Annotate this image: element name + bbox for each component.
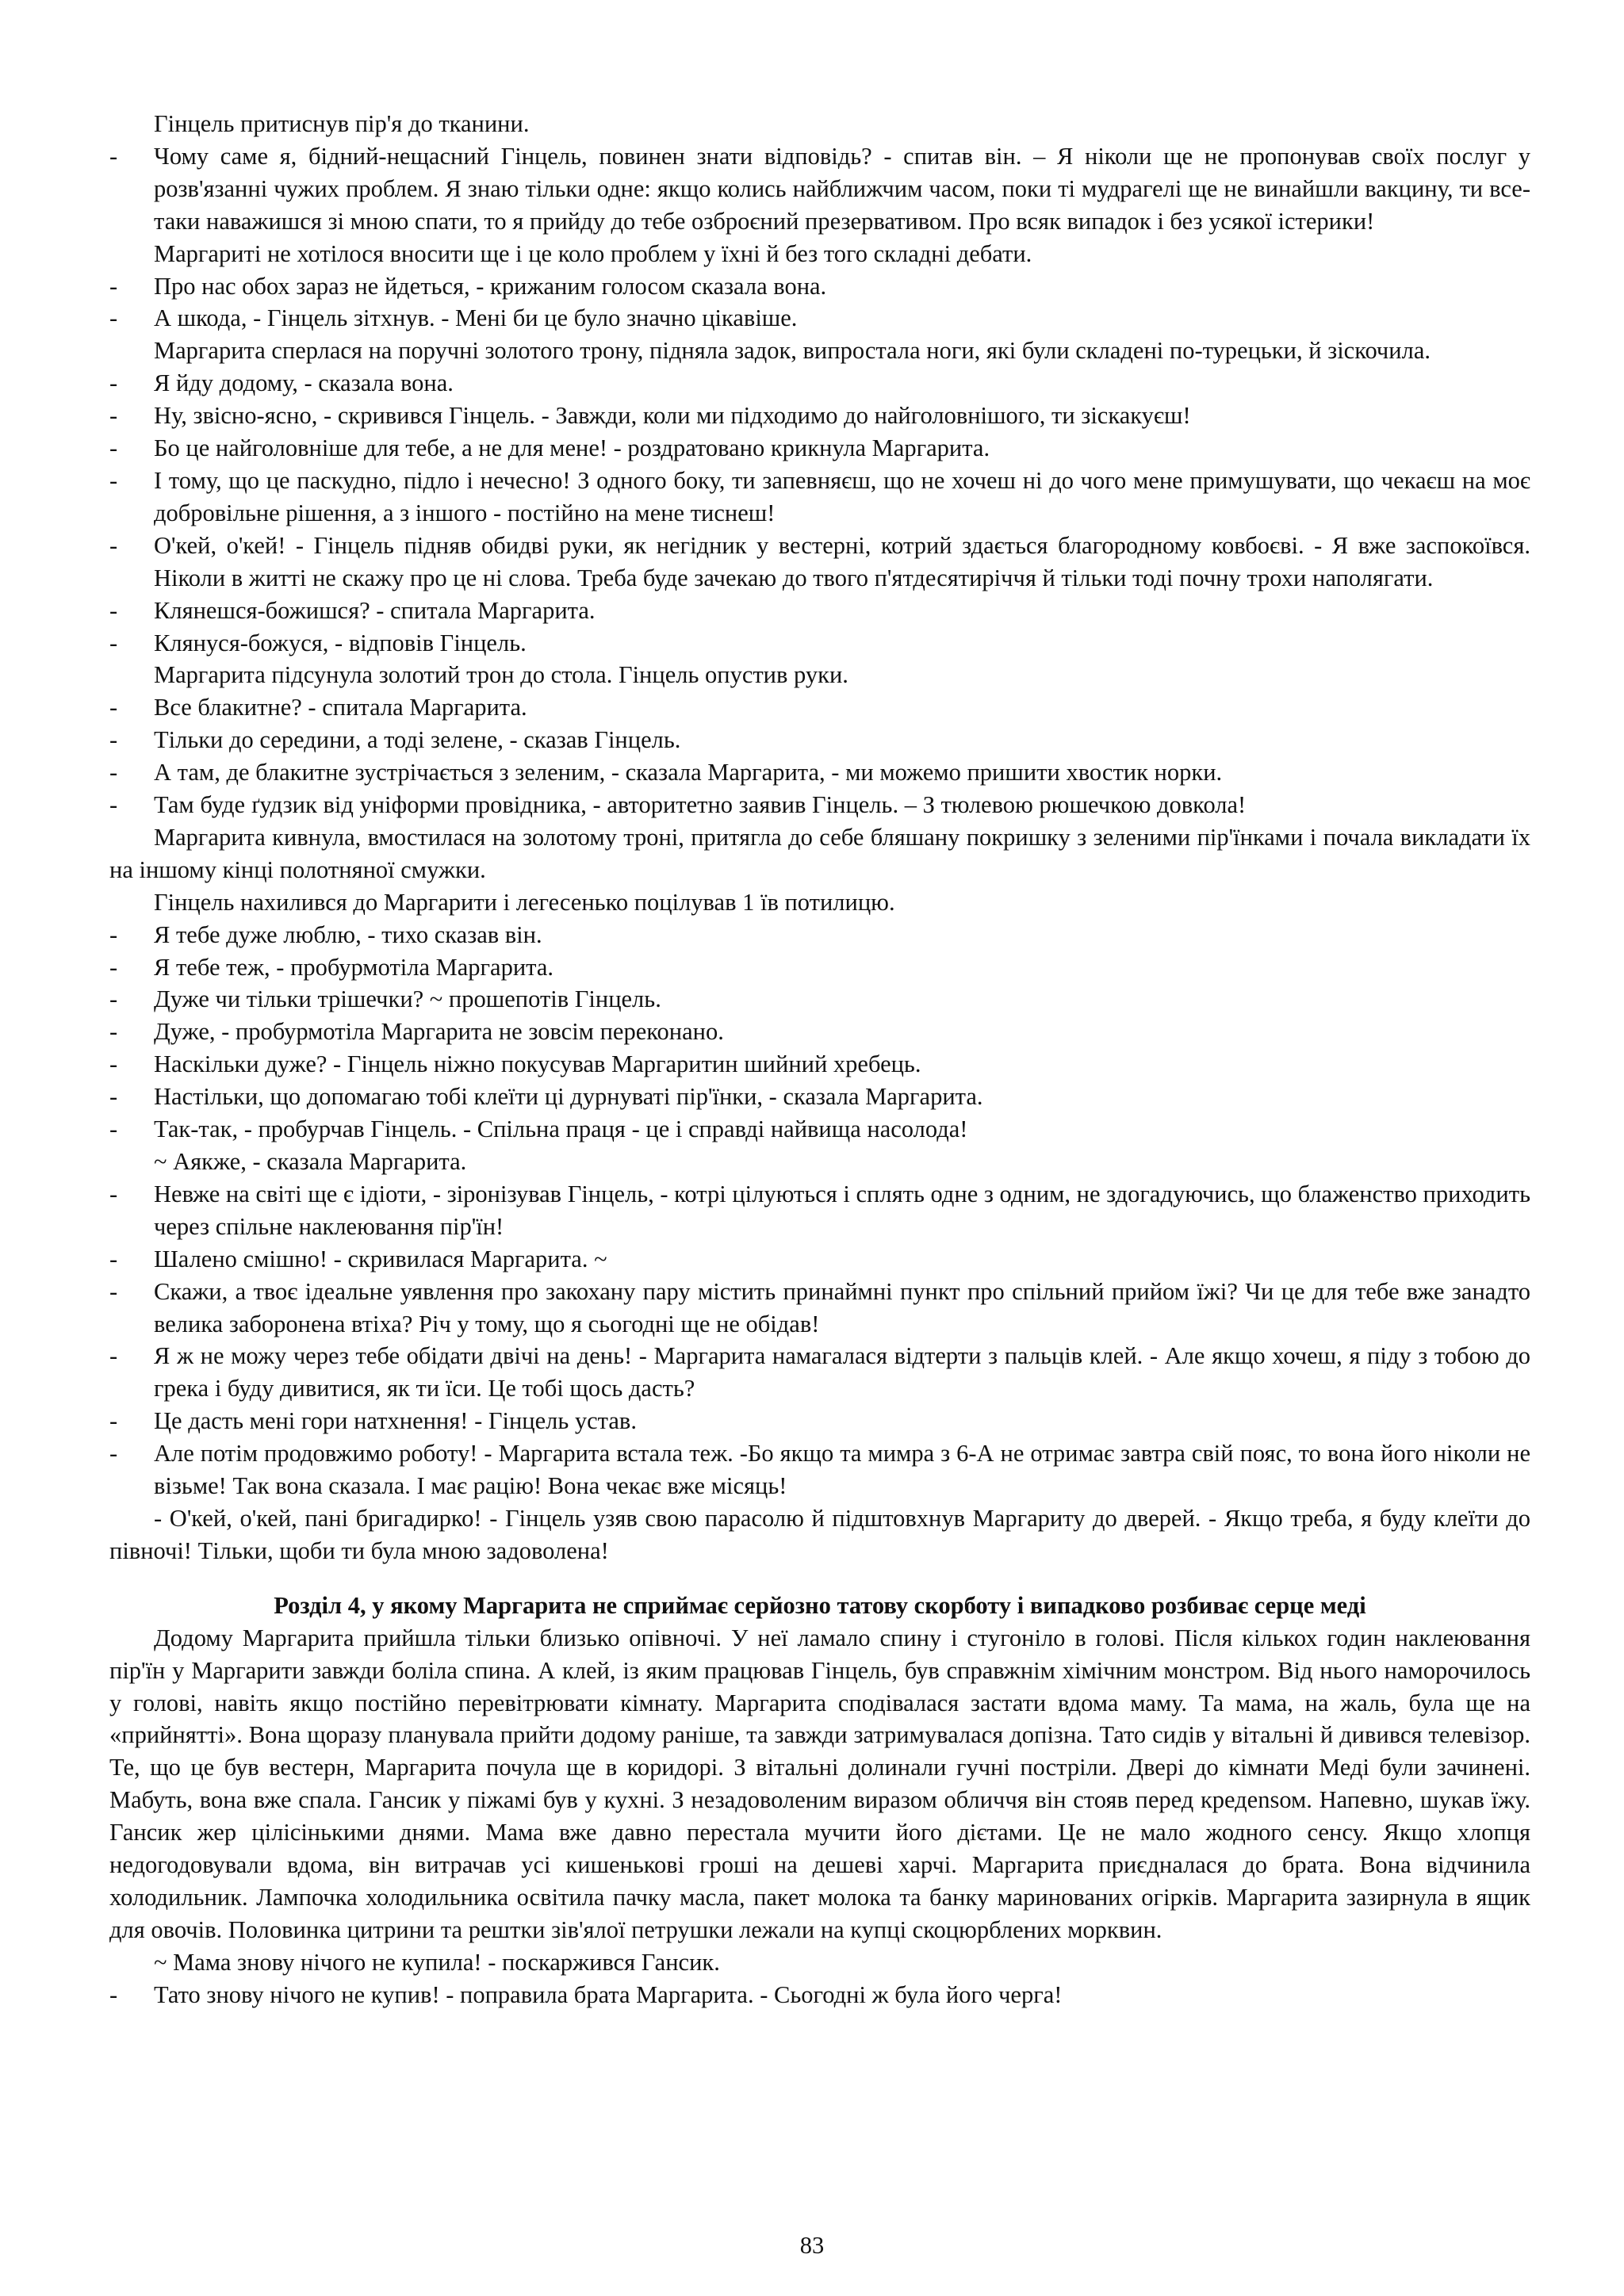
dialogue-text: А там, де блакитне зустрічається з зеленим, - сказала Маргарита, - ми можемо пришити хвостик норки.	[154, 759, 1223, 786]
dialogue-text: Бо це найголовніше для тебе, а не для мене! - роздратовано крикнула Маргарита.	[154, 434, 990, 462]
dialogue-line	[109, 724, 1530, 756]
paragraph: Гінцель притиснув пір'я до тканини.	[154, 110, 530, 137]
dialogue-line	[109, 1016, 1530, 1048]
dialogue-dash: -	[109, 1115, 118, 1143]
dialogue-text: Ну, звісно-ясно, - скривився Гінцель. - Завжди, коли ми підходимо до найголовнішого, ти зіскакуєш!	[154, 402, 1191, 430]
dialogue-dash: -	[109, 791, 118, 819]
dialogue-line	[109, 1405, 1530, 1437]
dialogue-line	[109, 367, 1530, 400]
dialogue-text: І тому, що це паскудно, підло і нечесно! З одного боку, ти запевняєш, що не хочеш ні до чого мене примушувати, що чекаєш на моє добровільне рішення, а з іншого - постійно на мене тиснеш!	[154, 466, 1530, 526]
dialogue-text: Я тебе теж, - пробурмотіла Маргарита.	[154, 953, 554, 981]
dialogue-line	[109, 1340, 1530, 1405]
dialogue-line	[109, 432, 1530, 465]
dialogue-dash: -	[109, 369, 118, 397]
dialogue-text: О'кей, о'кей! - Гінцель підняв обидві руки, як негідник у вестерні, котрий здається благородному ковбоєві. - Я вже заспокоївся. Ніколи в житті не скажу про це ні слова. Треба буде зачекаю до твого п'ятдесятиріччя й тільки тоді почну трохи наполягати.	[154, 531, 1530, 591]
paragraph: - О'кей, о'кей, пані бригадирко! - Гінцель узяв свою парасолю й підштовхнув Маргариту до дверей. - Якщо треба, я буду клеїти до півночі! Тільки, щоби ти була мною задоволена!	[109, 1504, 1530, 1564]
dialogue-line	[109, 1081, 1530, 1113]
dialogue-dash: -	[109, 304, 118, 332]
dialogue-line	[109, 1113, 1530, 1146]
dialogue-line	[109, 1276, 1530, 1341]
dialogue-dash: -	[109, 402, 118, 430]
dialogue-dash: -	[109, 920, 118, 948]
dialogue-dash: -	[109, 596, 118, 624]
paragraph: Додому Маргарита прийшла тільки близько опівночі. У неї ламало спину і стугоніло в голові. Після кількох годин наклеювання пір'їн у Маргарити завжди боліла спина. А клей, із яким працював Гінцель, був справжнім хімічним монстром. Від нього наморочилось у голові, навіть якщо постійно перевітрювати кімнату. Маргарита сподівалася застати вдома маму. Та мама, на жаль, була ще на «прийнятті». Вона щоразу планувала прийти додому раніше, та завжди затримувалася допізна. Тато сидів у вітальні й дивився телевізор. Те, що це був вестерн, Маргарита почула ще в коридорі. З вітальні долинали гучні постріли. Двері до кімнати Меді були зачинені. Мабуть, вона вже спала. Гансик у піжамі був у кухні. З незадоволеним виразом обличчя він стояв перед кредensом. Напевно, шукав їжу. Гансик жер цілісінькими днями. Мама вже давно перестала мучити його дієтами. Це не мало жодного сенсу. Якщо хлопця недогодовували вдома, він витрачав усі кишенькові гроші на дешеві харчі. Маргарита приєдналася до брата. Вона відчинила холодильник. Лампочка холодильника освітила пачку масла, пакет молока та банку маринованих огірків. Маргарита зазирнула в ящик для овочів. Половинка цитрини та рештки зів'ялої петрушки лежали на купці скоцюрблених морквин.	[109, 1624, 1530, 1943]
dialogue-dash: -	[109, 1018, 118, 1046]
dialogue-dash: -	[109, 531, 118, 559]
dialogue-line	[109, 627, 1530, 660]
dialogue-text: Це дасть мені гори натхнення! - Гінцель устав.	[154, 1407, 637, 1435]
dialogue-line	[109, 595, 1530, 627]
paragraph: Маргарита підсунула золотий трон до стола. Гінцель опустив руки.	[154, 661, 848, 689]
dialogue-line	[109, 530, 1530, 595]
dialogue-text: Настільки, що допомагаю тобі клеїти ці дурнуваті пір'їнки, - сказала Маргарита.	[154, 1083, 983, 1111]
dialogue-text: Про нас обох зараз не йдеться, - крижаним голосом сказала вона.	[154, 272, 827, 300]
dialogue-dash: -	[109, 1980, 118, 2008]
dialogue-dash: -	[109, 694, 118, 721]
dialogue-line	[109, 1178, 1530, 1243]
dialogue-line	[109, 691, 1530, 724]
dialogue-line	[109, 270, 1530, 303]
dialogue-dash: -	[109, 953, 118, 981]
dialogue-dash: -	[109, 272, 118, 300]
dialogue-text: Дуже чи тільки трішечки? ~ прошепотів Гінцель.	[154, 985, 661, 1013]
dialogue-line	[109, 983, 1530, 1016]
dialogue-line	[109, 1243, 1530, 1276]
dialogue-text: Тільки до середини, а тоді зелене, - сказав Гінцель.	[154, 726, 681, 754]
dialogue-text: Так-так, - пробурчав Гінцель. - Спільна праця - це і справді найвища насолода!	[154, 1115, 968, 1143]
dialogue-text: Тато знову нічого не купив! - поправила брата Маргарита. - Сьогодні ж була його черга!	[154, 1980, 1063, 2008]
dialogue-text: Скажи, а твоє ідеальне уявлення про закохану пару містить принаймні пункт про спільний прийом їжі? Чи це для тебе вже занадто велика заборонена втіха? Річ у тому, що я сьогодні ще не обідав!	[154, 1277, 1530, 1337]
dialogue-text: Я ж не можу через тебе обідати двічі на день! - Маргарита намагалася відтерти з пальців клей. - Але якщо хочеш, я піду з тобою до грека і буду дивитися, як ти їси. Це тобі щось дасть?	[154, 1342, 1530, 1402]
dialogue-dash: -	[109, 1050, 118, 1078]
dialogue-line	[109, 302, 1530, 335]
dialogue-line	[109, 1437, 1530, 1502]
dialogue-text: А шкода, - Гінцель зітхнув. - Мені би це було значно цікавіше.	[154, 304, 798, 332]
dialogue-text: Клянуся-божуся, - відповів Гінцель.	[154, 629, 527, 656]
dialogue-dash: -	[109, 1407, 118, 1435]
dialogue-dash: -	[109, 434, 118, 462]
dialogue-text: Дуже, - пробурмотіла Маргарита не зовсім переконано.	[154, 1018, 724, 1046]
paragraph: Маргариті не хотілося вносити ще і це коло проблем у їхні й без того складні дебати.	[154, 239, 1032, 267]
dialogue-text: Чому саме я, бідний-нещасний Гінцель, повинен знати відповідь? - спитав він. – Я ніколи ще не пропонував своїх послуг у розв'язанні чужих проблем. Я знаю тільки одне: якщо колись найближчим часом, поки ті мудрагелі ще не винайшли вакцину, ти все-таки наважишся зі мною спати, то я прийду до тебе озброєний презервативом. Про всяк випадок і без усякої істерики!	[154, 142, 1530, 235]
dialogue-line	[109, 919, 1530, 951]
dialogue-line	[109, 1048, 1530, 1081]
dialogue-dash: -	[109, 142, 118, 170]
dialogue-line	[109, 756, 1530, 789]
dialogue-text: Наскільки дуже? - Гінцель ніжно покусував Маргаритин шийний хребець.	[154, 1050, 921, 1078]
paragraph: ~ Аякже, - сказала Маргарита.	[154, 1148, 467, 1175]
dialogue-line	[109, 400, 1530, 432]
dialogue-text: Все блакитне? - спитала Маргарита.	[154, 694, 527, 721]
dialogue-text: Я йду додому, - сказала вона.	[154, 369, 454, 397]
paragraph: ~ Мама знову нічого не купила! - поскаржився Гансик.	[154, 1948, 720, 1976]
dialogue-dash: -	[109, 726, 118, 754]
dialogue-text: Невже на світі ще є ідіоти, - зіронізував Гінцель, - котрі цілуються і сплять одне з одним, не здогадуючись, що блаженство приходить через спільне наклеювання пір'їн!	[154, 1180, 1530, 1240]
dialogue-dash: -	[109, 985, 118, 1013]
dialogue-text: Там буде ґудзик від уніформи провідника, - авторитетно заявив Гінцель. – З тюлевою рюшечкою довкола!	[154, 791, 1247, 819]
dialogue-dash: -	[109, 759, 118, 786]
paragraph: Маргарита кивнула, вмостилася на золотому троні, притягла до себе бляшану покришку з зеленими пір'їнками і почала викладати їх на іншому кінці полотняної смужки.	[109, 823, 1530, 883]
dialogue-line	[109, 465, 1530, 530]
dialogue-dash: -	[109, 1083, 118, 1111]
dialogue-dash: -	[109, 466, 118, 494]
dialogue-text: Клянешся-божишся? - спитала Маргарита.	[154, 596, 596, 624]
dialogue-dash: -	[109, 629, 118, 656]
paragraph: Маргарита сперлася на поручні золотого трону, підняла задок, випростала ноги, які були складені по-турецьки, й зіскочила.	[154, 337, 1431, 365]
dialogue-line	[109, 951, 1530, 984]
dialogue-dash: -	[109, 1440, 118, 1468]
dialogue-text: Я тебе дуже люблю, - тихо сказав він.	[154, 920, 542, 948]
dialogue-line	[109, 1979, 1530, 2011]
paragraph: Гінцель нахилився до Маргарити і легесенько поцілував 1 їв потилицю.	[154, 888, 895, 916]
dialogue-text: Але потім продовжимо роботу! - Маргарита встала теж. -Бо якщо та мимра з 6-А не отримає завтра свій пояс, то вона його ніколи не візьме! Так вона сказала. І має рацію! Вона чекає вже місяць!	[154, 1440, 1530, 1500]
chapter-heading: Розділ 4, у якому Маргарита не сприймає серйозно татову скорботу і випадково розбиває серце меді	[274, 1591, 1366, 1619]
dialogue-line	[109, 140, 1530, 238]
dialogue-dash: -	[109, 1180, 118, 1207]
dialogue-text: Шалено смішно! - скривилася Маргарита. ~	[154, 1245, 607, 1272]
dialogue-dash: -	[109, 1342, 118, 1370]
dialogue-dash: -	[109, 1245, 118, 1272]
page-number: 83	[799, 2232, 825, 2259]
page-text	[109, 108, 1530, 2011]
dialogue-line	[109, 789, 1530, 821]
dialogue-dash: -	[109, 1277, 118, 1305]
